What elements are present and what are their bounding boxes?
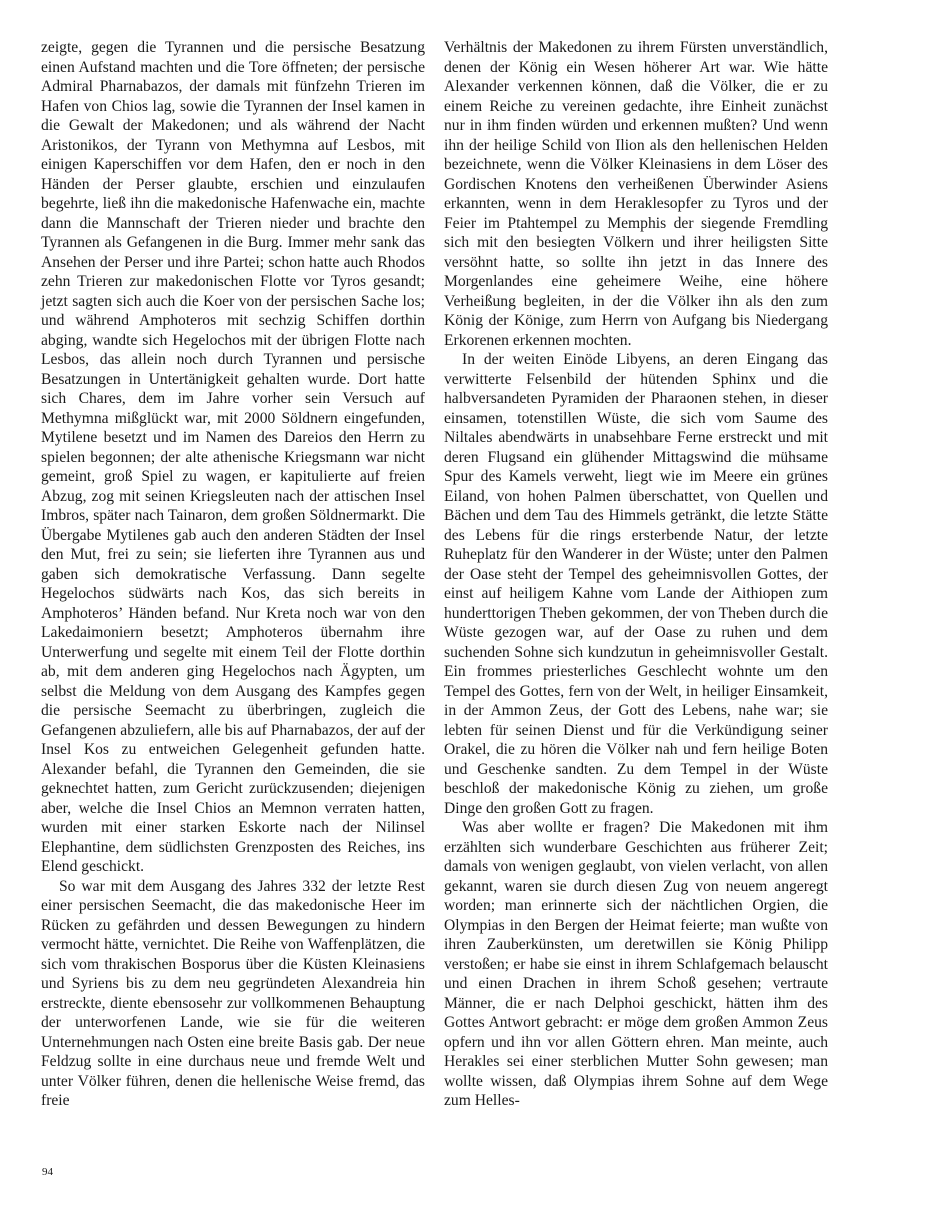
paragraph: Verhältnis der Makedonen zu ihrem Fürsten unverständlich, denen der König ein Wesen höherer Art war. Wie hätte Alexander verkennen können, daß die Völker, die er zu einem Reiche zu vereinen gedachte, ihre Einheit zunächst nur in ihm finden würden und erkennen mußten? Und wenn ihn der heilige Schild von Ilion als den hellenischen Helden bezeichnete, wenn die Völker Kleinasiens in dem Löser des Gordischen Knotens den verheißenen Überwinder Asiens erkannten, wenn in dem Heraklesopfer zu Tyros und der Feier im Ptahtempel zu Memphis der siegende Fremdling sich mit den besiegten Völkern und ihrer heiligsten Sitte versöhnt hatte, so sollte ihn jetzt in das Innere des Morgenlandes eine geheimere Weihe, eine höhere Verheißung begleiten, in der die Völker ihn als den zum König der Könige, zum Herrn von Aufgang bis Niedergang Erkorenen erkennen mochten.: [444, 39, 828, 349]
paragraph: In der weiten Einöde Libyens, an deren Eingang das verwitterte Felsenbild der hütenden Sphinx und die halbversandeten Pyramiden der Pharaonen stehen, in dieser einsamen, totenstillen Wüste, die sich vom Saume des Niltales abendwärts in unabsehbare Ferne erstreckt und mit deren Flugsand ein glühender Mittagswind die mühsame Spur des Kamels verweht, liegt wie im Meere ein grünes Eiland, von hohen Palmen überschattet, von Quellen und Bächen und dem Tau des Himmels getränkt, die letzte Stätte des Lebens für die rings ersterbende Natur, der letzte Ruheplatz für den Wanderer in der Wüste; unter den Palmen der Oase steht der Tempel des geheimnisvollen Gottes, der einst auf heiligem Kahne vom Lande der Aithiopen zum hunderttorigen Theben gekommen, der von Theben durch die Wüste gezogen war, auf der Oase zu ruhen und dem suchenden Sohne sich kundzutun in geheimnisvoller Gestalt. Ein frommes priesterliches Geschlecht wohnte um den Tempel des Gottes, fern von der Welt, in heiliger Einsamkeit, in der Ammon Zeus, der Gott des Lebens, nahe war; sie lebten für seinen Dienst und für die Verkündigung seiner Orakel, die zu hören die Völker nah und fern heilige Boten und Geschenke sandten. Zu dem Tempel in der Wüste beschloß der makedonische König zu ziehen, um große Dinge den großen Gott zu fragen.: [444, 351, 828, 817]
paragraph: zeigte, gegen die Tyrannen und die persische Besatzung einen Aufstand machten und die Tore öffneten; der persische Admiral Pharnabazos, der damals mit fünfzehn Trieren im Hafen von Chios lag, sowie die Tyrannen der Insel kamen in die Gewalt der Makedonen; und als während der Nacht Aristonikos, der Tyrann von Methymna auf Lesbos, mit einigen Kaperschiffen vor dem Hafen, den er noch in den Händen der Perser glaubte, erschien und einzulaufen begehrte, ließ ihn die makedonische Hafenwache ein, machte dann die Mannschaft der Trieren nieder und brachte den Tyrannen als Gefangenen in die Burg. Immer mehr sank das Ansehen der Perser und ihre Partei; schon hatte auch Rhodos zehn Trieren zur makedonischen Flotte vor Tyros gesandt; jetzt sagten sich auch die Koer von der persischen Sache los; und während Amphoteros mit sechzig Schiffen dorthin abging, wandte sich Hegelochos mit der übrigen Flotte nach Lesbos, das allein noch durch Tyrannen und persische Besatzungen in Untertänigkeit gehalten wurde. Dort hatte sich Chares, dem im Jahre vorher sein Versuch auf Methymna mißglückt war, mit 2000 Söldnern eingefunden, Mytilene besetzt und im Namen des Dareios den Herrn zu spielen begonnen; der alte athenische Kriegsmann war nicht gemeint, groß Spiel zu wagen, er kapitulierte auf freien Abzug, zog mit seinen Kriegsleuten nach der attischen Insel Imbros, später nach Tainaron, dem großen Söldnermarkt. Die Übergabe Mytilenes gab auch den anderen Städten der Insel den Mut, frei zu sein; sie lieferten ihre Tyrannen aus und gaben sich demokratische Verfassung. Dann segelte Hegelochos südwärts nach Kos, das sich bereits in Amphoteros’ Händen befand. Nur Kreta noch war von den Lakedaimoniern besetzt; Amphoteros übernahm ihre Unterwerfung und segelte mit einem Teil der Flotte dorthin ab, mit dem anderen ging Hegelochos nach Ägypten, um selbst die Meldung von dem Ausgang des Kampfes gegen die persische Seemacht zu überbringen, zugleich die Gefangenen abzuliefern, alle bis auf Pharnabazos, der auf der Insel Kos zu entweichen Gelegenheit gefunden hatte. Alexander befahl, die Tyrannen den Gemeinden, die sie geknechtet hatten, zum Gericht zurückzusenden; diejenigen aber, welche die Insel Chios an Memnon verraten hatten, wurden mit einer starken Eskorte nach der Nilinsel Elephantine, dem südlichsten Grenzposten des Reiches, ins Elend geschickt.: [41, 39, 425, 875]
paragraph: Was aber wollte er fragen? Die Makedonen mit ihm erzählten sich wunderbare Geschichten aus früherer Zeit; damals von wenigen geglaubt, von vielen verlacht, von allen gekannt, waren sie durch diesen Zug von neuem angeregt worden; man erinnerte sich der nächtlichen Orgien, die Olympias in den Bergen der Heimat feierte; man wußte von ihren Zauberkünsten, um deretwillen sie König Philipp verstoßen; er habe sie einst in ihrem Schlafgemach belauscht und einen Drachen in ihrem Schoß gesehen; vertraute Männer, die er nach Delphoi geschickt, hätten ihm des Gottes Antwort gebracht: er möge dem großen Ammon Zeus opfern und ihn vor allen Göttern ehren. Man meinte, auch Herakles sei einer sterblichen Mutter Sohn gewesen; man wollte wissen, daß Olympias ihrem Sohne auf dem Wege zum Helles-: [444, 819, 828, 1109]
left-text-column: [41, 38, 425, 1111]
paragraph: So war mit dem Ausgang des Jahres 332 der letzte Rest einer persischen Seemacht, die das makedonische Heer im Rücken zu gefährden und dessen Bewegungen zu hindern vermocht hätte, vernichtet. Die Reihe von Waffenplätzen, die sich vom thrakischen Bosporus über die Küsten Kleinasiens und Syriens bis zu dem neu gegründeten Alexandreia hin erstreckte, diente ebensosehr zur vollkommenen Behauptung der unterworfenen Lande, wie sie für die weiteren Unternehmungen nach Osten eine breite Basis gab. Der neue Feldzug sollte in eine durchaus neue und fremde Welt und unter Völker führen, denen die hellenische Weise fremd, das freie: [41, 877, 425, 1109]
page-number: 94: [42, 1166, 53, 1178]
right-text-column: [444, 38, 828, 1111]
